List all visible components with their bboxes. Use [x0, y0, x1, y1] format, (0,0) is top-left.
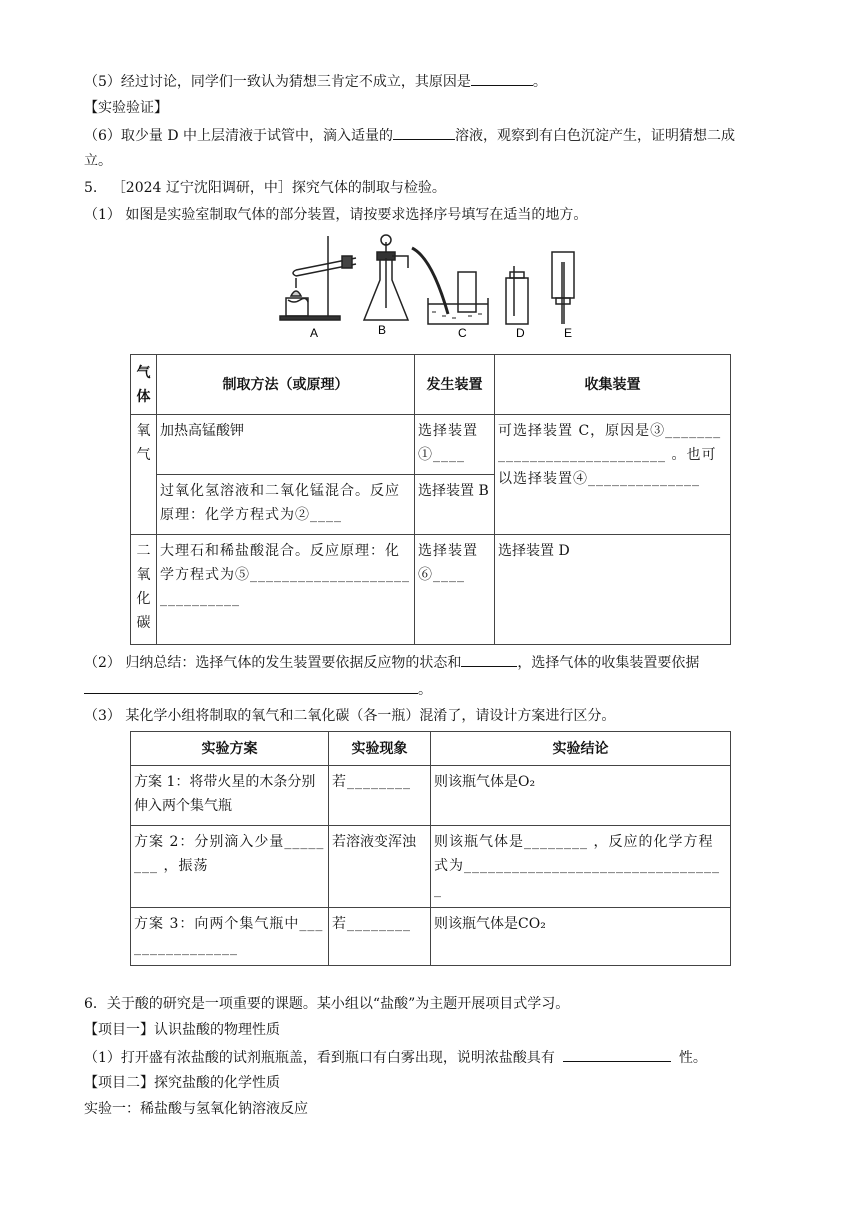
header-collector: 收集装置 — [495, 355, 731, 415]
q6-1-blank[interactable] — [563, 1047, 671, 1062]
co2-method[interactable]: 大理石和稀盐酸混合。反应原理：化学方程式为⑤______________________________ — [157, 535, 415, 645]
q5-2-blank-2[interactable] — [84, 679, 418, 694]
q5-5-line — [84, 71, 547, 92]
oxygen-device-1[interactable]: 选择装置①____ — [415, 415, 495, 475]
phenomenon-2: 若溶液变浑浊 — [329, 826, 431, 908]
q5-6-line — [84, 125, 735, 146]
gas-oxygen: 氧气 — [131, 415, 157, 535]
plan-2[interactable]: 方案 2：分别滴入少量________ ，振荡 — [131, 826, 329, 908]
apparatus-e — [552, 252, 574, 324]
q5-3-text: （3） 某化学小组将制取的氧气和二氧化碳（各一瓶）混淆了，请设计方案进行区分。 — [84, 708, 616, 724]
q5-1-text: （1） 如图是实验室制取气体的部分装置，请按要求选择序号填写在适当的地方。 — [84, 207, 588, 223]
plan-1: 方案 1：将带火星的木条分别伸入两个集气瓶 — [131, 766, 329, 826]
conclusion-2[interactable]: 则该瓶气体是________ ，反应的化学方程式为_________________________________ — [431, 826, 731, 908]
gas-preparation-table — [130, 354, 731, 645]
plan-3[interactable]: 方案 3：向两个集气瓶中________________ — [131, 908, 329, 966]
apparatus-figure — [272, 228, 592, 344]
header-conclusion: 实验结论 — [431, 732, 731, 766]
gas-co2: 二氧化碳 — [131, 535, 157, 645]
q5-source: ［2024 辽宁沈阳调研，中］探究气体的制取与检验。 — [111, 180, 446, 196]
header-generator: 发生装置 — [415, 355, 495, 415]
oxygen-collection[interactable]: 可选择装置 C，原因是③____________________________ 。也可以选择装置④______________ — [495, 415, 731, 535]
q5-2-text-a: （2） 归纳总结：选择气体的发生装置要依据反应物的状态和 — [84, 655, 462, 671]
phenomenon-1[interactable]: 若________ — [329, 766, 431, 826]
q5-5-end: 。 — [532, 74, 547, 90]
q5-5-text: （5）经过讨论，同学们一致认为猜想三肯定不成立，其原因是 — [84, 74, 471, 90]
q5-6-blank[interactable] — [393, 125, 455, 140]
label-e: E — [564, 326, 573, 340]
label-b: B — [378, 323, 387, 337]
header-gas: 气体 — [131, 355, 157, 415]
q6-1-line — [84, 1047, 707, 1068]
label-a: A — [310, 326, 319, 340]
apparatus-a — [280, 236, 356, 320]
label-c: C — [458, 326, 467, 340]
conclusion-1: 则该瓶气体是O₂ — [431, 766, 731, 826]
experiment-1-heading: 实验一：稀盐酸与氢氧化钠溶液反应 — [84, 1101, 308, 1117]
q5-2-end: 。 — [418, 682, 432, 698]
project-1-heading: 【项目一】认识盐酸的物理性质 — [84, 1022, 280, 1038]
q5-5-blank[interactable] — [471, 71, 533, 86]
phenomenon-3[interactable]: 若________ — [329, 908, 431, 966]
oxygen-method-2[interactable]: 过氧化氢溶液和二氧化锰混合。反应原理：化学方程式为②____ — [157, 475, 415, 535]
q5-2-line — [84, 652, 699, 673]
header-plan: 实验方案 — [131, 732, 329, 766]
q5-6-text-b: 溶液，观察到有白色沉淀产生，证明猜想二成 — [455, 128, 736, 144]
q5-2-blank-1[interactable] — [461, 652, 517, 667]
label-d: D — [516, 326, 525, 340]
verify-heading: 【实验验证】 — [84, 100, 168, 116]
project-2-heading: 【项目二】探究盐酸的化学性质 — [84, 1075, 280, 1091]
q5-6-line-cont: 立。 — [84, 153, 112, 169]
oxygen-method-1: 加热高锰酸钾 — [157, 415, 415, 475]
q5-6-text-a: （6）取少量 D 中上层清液于试管中，滴入适量的 — [84, 128, 394, 144]
q5-2-text-b: ，选择气体的收集装置要依据 — [517, 655, 700, 671]
co2-collection: 选择装置 D — [495, 535, 731, 645]
conclusion-3: 则该瓶气体是CO₂ — [431, 908, 731, 966]
q5-number: 5. — [84, 180, 98, 196]
oxygen-device-2: 选择装置 B — [415, 475, 495, 535]
distinguish-table — [130, 731, 731, 966]
q5-2-line-cont — [84, 679, 432, 700]
header-phenomenon: 实验现象 — [329, 732, 431, 766]
co2-device[interactable]: 选择装置⑥____ — [415, 535, 495, 645]
apparatus-c — [412, 248, 488, 324]
q5-title — [84, 178, 446, 198]
header-method: 制取方法（或原理） — [157, 355, 415, 415]
apparatus-d — [506, 266, 528, 324]
q6-1-text-b: 性。 — [678, 1050, 707, 1066]
apparatus-b — [364, 235, 408, 320]
q6-title: 6．关于酸的研究是一项重要的课题。某小组以“盐酸”为主题开展项目式学习。 — [84, 996, 570, 1012]
q6-1-text-a: （1）打开盛有浓盐酸的试剂瓶瓶盖，看到瓶口有白雾出现，说明浓盐酸具有 — [84, 1050, 555, 1066]
